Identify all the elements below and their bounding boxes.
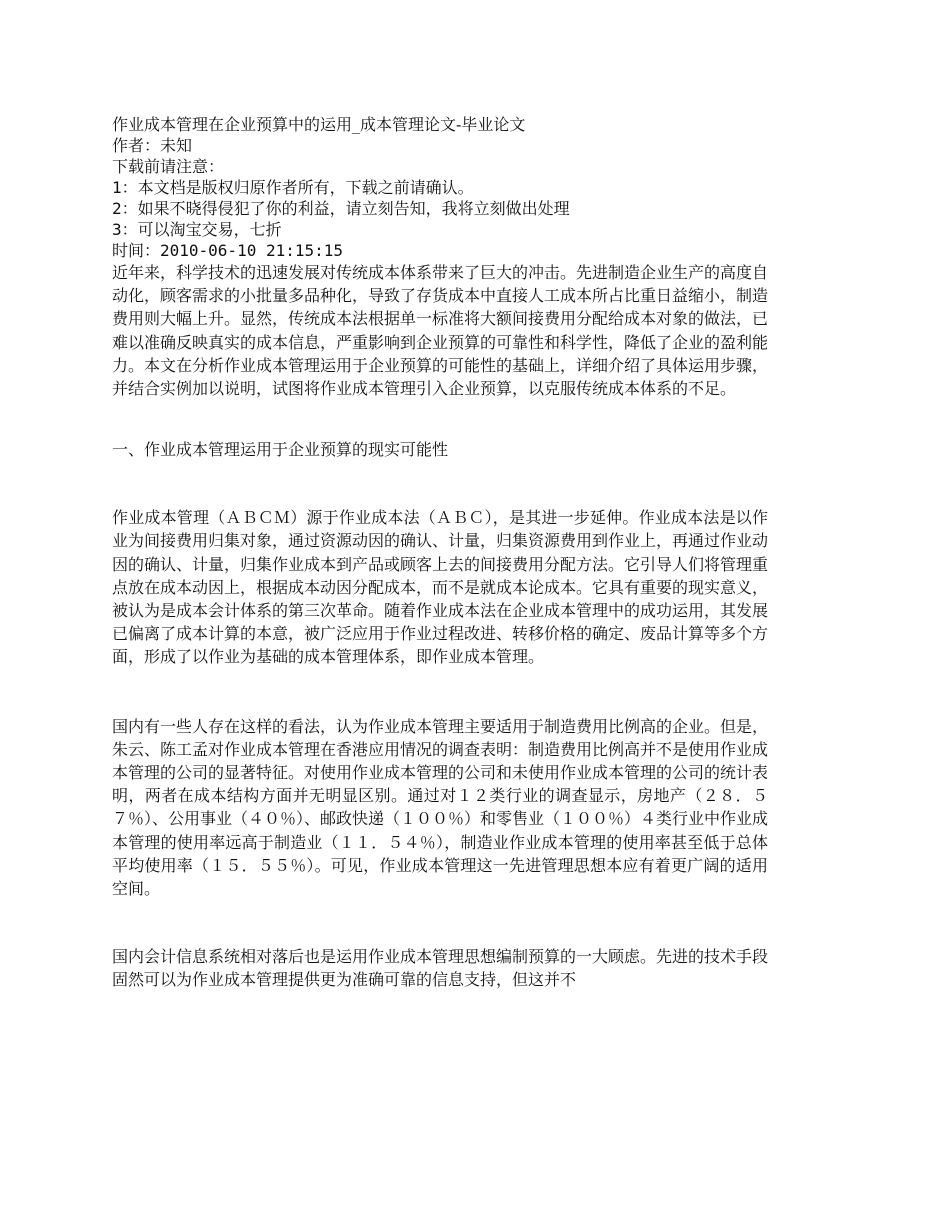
document-title: 作业成本管理在企业预算中的运用_成本管理论文-毕业论文	[112, 115, 526, 134]
body-paragraph: 作业成本管理（ＡＢＣＭ）源于作业成本法（ＡＢＣ），是其进一步延伸。作业成本法是以作业为间接费用归集对象，通过资源动因的确认、计量，归集资源费用到作业上，再通过作业动因的确认、计量，归集作业成本到产品或顾客上去的间接费用分配方法。它引导人们将管理重点放在成本动因上，根据成本动因分配成本，而不是就成本论成本。它具有重要的现实意义，被认为是成本会计体系的第三次革命。随着作业成本法在企业成本管理中的成功运用，其发展已偏离了成本计算的本意，被广泛应用于作业过程改进、转移价格的确定、废品计算等多个方面，形成了以作业为基础的成本管理体系，即作业成本管理。	[112, 508, 769, 667]
author-line: 作者：未知	[112, 136, 193, 155]
timestamp: 时间：2010-06-10 21:15:15	[112, 241, 344, 260]
notice-heading: 下载前请注意：	[112, 157, 225, 176]
notice-item: 1：本文档是版权归原作者所有，下载之前请确认。	[112, 178, 474, 197]
notice-item: 3：可以淘宝交易，七折	[112, 220, 282, 239]
abstract-paragraph: 近年来，科学技术的迅速发展对传统成本体系带来了巨大的冲击。先进制造企业生产的高度自动化，顾客需求的小批量多品种化，导致了存货成本中直接人工成本所占比重日益缩小，制造费用则大幅上升。显然，传统成本法根据单一标准将大额间接费用分配给成本对象的做法，已难以准确反映真实的成本信息，严重影响到企业预算的可靠性和科学性，降低了企业的盈利能力。本文在分析作业成本管理运用于企业预算的可能性的基础上，详细介绍了具体运用步骤，并结合实例加以说明，试图将作业成本管理引入企业预算，以克服传统成本体系的不足。	[112, 263, 769, 399]
body-paragraph: 国内会计信息系统相对落后也是运用作业成本管理思想编制预算的一大顾虑。先进的技术手段固然可以为作业成本管理提供更为准确可靠的信息支持，但这并不	[112, 947, 769, 990]
document-content	[112, 114, 768, 992]
section-heading: 一、作业成本管理运用于企业预算的现实可能性	[112, 440, 449, 460]
notice-item: 2：如果不晓得侵犯了你的利益，请立刻告知，我将立刻做出处理	[112, 199, 570, 218]
body-paragraph: 国内有一些人存在这样的看法，认为作业成本管理主要适用于制造费用比例高的企业。但是，朱云、陈工孟对作业成本管理在香港应用情况的调查表明：制造费用比例高并不是使用作业成本管理的公司的显著特征。对使用作业成本管理的公司和未使用作业成本管理的公司的统计表明，两者在成本结构方面并无明显区别。通过对１２类行业的调查显示，房地产（２８．５７％）、公用事业（４０％）、邮政快递（１００％）和零售业（１００％）４类行业中作业成本管理的使用率远高于制造业（１１．５４％），制造业作业成本管理的使用率甚至低于总体平均使用率（１５．５５％）。可见，作业成本管理这一先进管理思想本应有着更广阔的适用空间。	[112, 716, 769, 899]
